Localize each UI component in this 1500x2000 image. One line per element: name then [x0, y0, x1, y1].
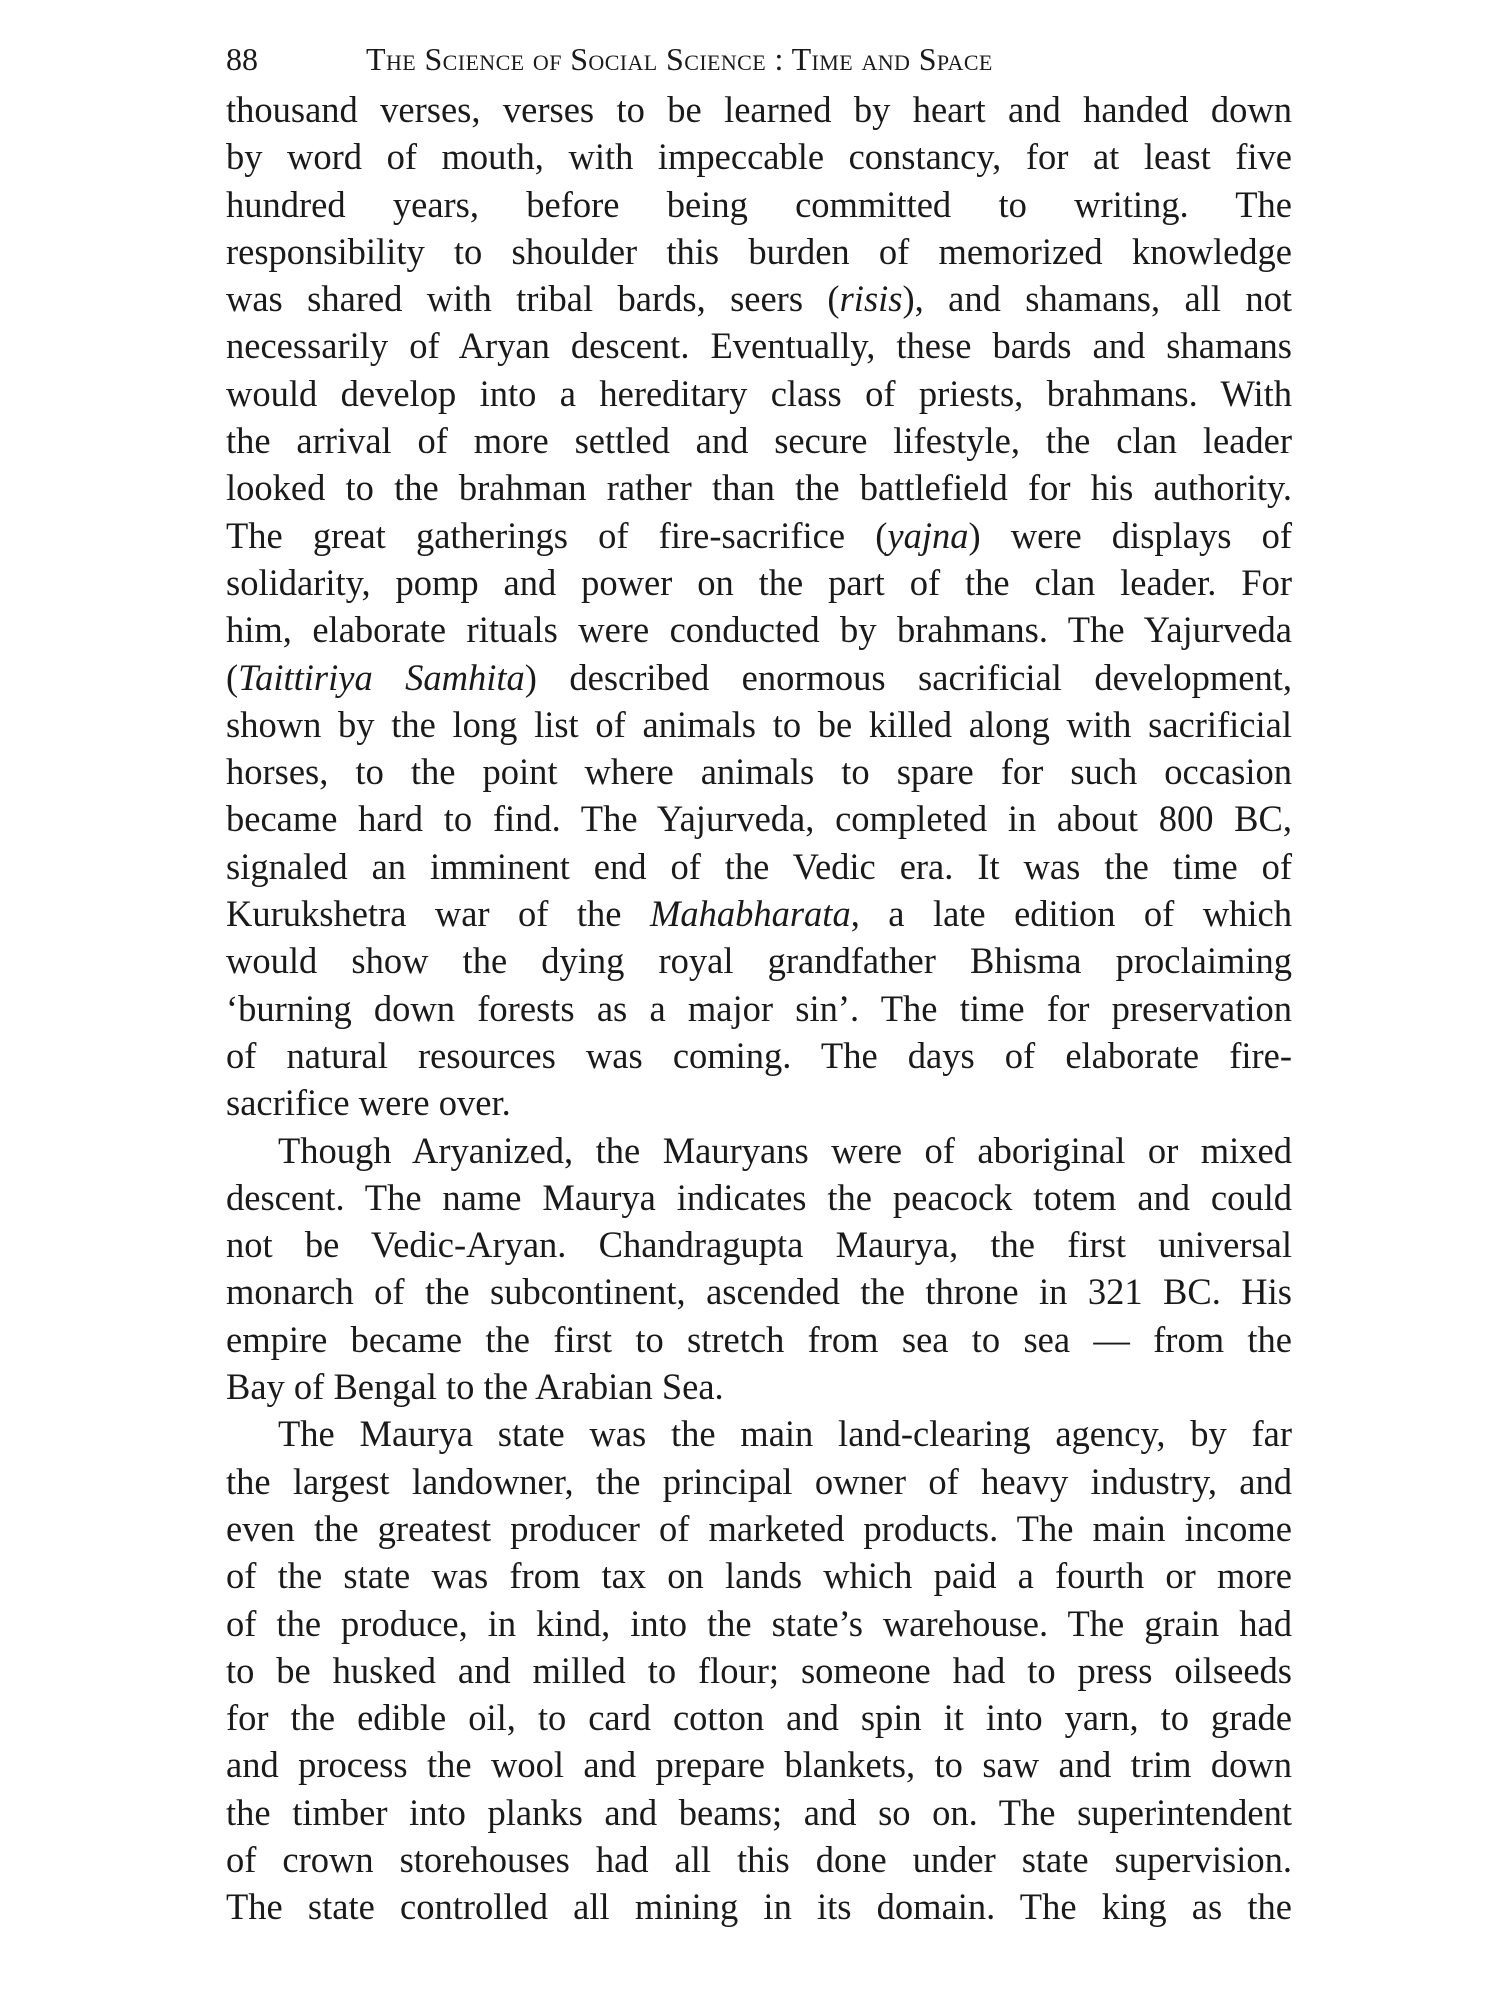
text-line	[226, 275, 1292, 322]
text-line: of natural resources was coming. The days of elaborate fire-	[226, 1034, 1292, 1076]
text-line: ‘burning down forests as a major sin’. The time for preservation	[226, 987, 1292, 1029]
text-line: the arrival of more settled and secure lifestyle, the clan leader	[226, 420, 1292, 462]
text-segment: , a late edition of which	[850, 893, 1292, 935]
text-line: became hard to find. The Yajurveda, completed in about 800 BC,	[226, 798, 1292, 840]
text-line: horses, to the point where animals to spare for such occasion	[226, 751, 1292, 793]
text-line: The Maurya state was the main land-clearing agency, by far	[278, 1413, 1292, 1455]
text-line: of the state was from tax on lands which paid a fourth or more	[226, 1555, 1292, 1597]
italic-term: yajna	[887, 514, 969, 556]
italic-term: risis	[839, 278, 903, 320]
text-line: the timber into planks and beams; and so on. The superintendent	[226, 1791, 1292, 1833]
text-line: looked to the brahman rather than the battlefield for his authority.	[226, 467, 1292, 509]
text-line: solidarity, pomp and power on the part of the clan leader. For	[226, 561, 1292, 603]
text-line: would show the dying royal grandfather Bhisma proclaiming	[226, 940, 1292, 982]
text-line: signaled an imminent end of the Vedic era. It was the time of	[226, 845, 1292, 887]
text-line: descent. The name Maurya indicates the peacock totem and could	[226, 1176, 1292, 1218]
text-line: and process the wool and prepare blankets, to saw and trim down	[226, 1744, 1292, 1786]
text-line: not be Vedic-Aryan. Chandragupta Maurya, the first universal	[226, 1224, 1292, 1266]
text-line: of the produce, in kind, into the state’s warehouse. The grain had	[226, 1602, 1292, 1644]
paragraph-1	[226, 86, 1292, 1127]
italic-term: Taittiriya Samhita	[238, 656, 525, 698]
text-line: by word of mouth, with impeccable constancy, for at least five	[226, 136, 1292, 178]
running-title: The Science of Social Science : Time and Space	[366, 41, 993, 77]
text-segment: The great gatherings of fire-sacrifice (	[226, 514, 888, 556]
text-line	[226, 512, 1292, 559]
running-head	[226, 36, 1292, 82]
text-line: monarch of the subcontinent, ascended the throne in 321 BC. His	[226, 1271, 1292, 1313]
text-line: the largest landowner, the principal owner of heavy industry, and	[226, 1460, 1292, 1502]
text-line: Bay of Bengal to the Arabian Sea.	[226, 1366, 724, 1408]
text-segment: ) described enormous sacrificial development,	[524, 656, 1292, 698]
text-line: him, elaborate rituals were conducted by brahmans. The Yajurveda	[226, 609, 1292, 651]
body-text	[226, 86, 1292, 1931]
text-line: thousand verses, verses to be learned by heart and handed down	[226, 89, 1292, 130]
text-line: necessarily of Aryan descent. Eventually, these bards and shamans	[226, 325, 1292, 367]
text-line: Though Aryanized, the Mauryans were of aboriginal or mixed	[278, 1129, 1292, 1171]
text-line: hundred years, before being committed to writing. The	[226, 183, 1292, 225]
text-line: The state controlled all mining in its domain. The king as the	[226, 1886, 1292, 1928]
text-line: shown by the long list of animals to be killed along with sacrificial	[226, 703, 1292, 745]
text-segment: Kurukshetra war of the	[226, 893, 650, 935]
text-line: for the edible oil, to card cotton and spin it into yarn, to grade	[226, 1697, 1292, 1739]
page-number: 88	[226, 41, 258, 77]
text-line: to be husked and milled to flour; someone had to press oilseeds	[226, 1649, 1292, 1691]
text-line: even the greatest producer of marketed products. The main income	[226, 1507, 1292, 1549]
book-page	[226, 36, 1292, 1931]
text-line: would develop into a hereditary class of priests, brahmans. With	[226, 372, 1292, 414]
italic-term: Mahabharata	[649, 893, 851, 935]
text-line: of crown storehouses had all this done under state supervision.	[226, 1838, 1292, 1880]
text-line: responsibility to shoulder this burden of memorized knowledge	[226, 230, 1292, 272]
text-line: empire became the first to stretch from sea to sea — from the	[226, 1318, 1292, 1360]
paragraph-2	[226, 1127, 1292, 1411]
text-segment: was shared with tribal bards, seers (	[226, 278, 840, 320]
text-line	[226, 654, 1292, 701]
paragraph-3	[226, 1410, 1292, 1930]
text-line	[226, 890, 1292, 937]
text-segment: ) were displays of	[968, 514, 1292, 556]
text-segment: ), and shamans, all not	[902, 278, 1292, 320]
text-segment: (	[226, 656, 239, 698]
text-line: sacrifice were over.	[226, 1082, 511, 1124]
